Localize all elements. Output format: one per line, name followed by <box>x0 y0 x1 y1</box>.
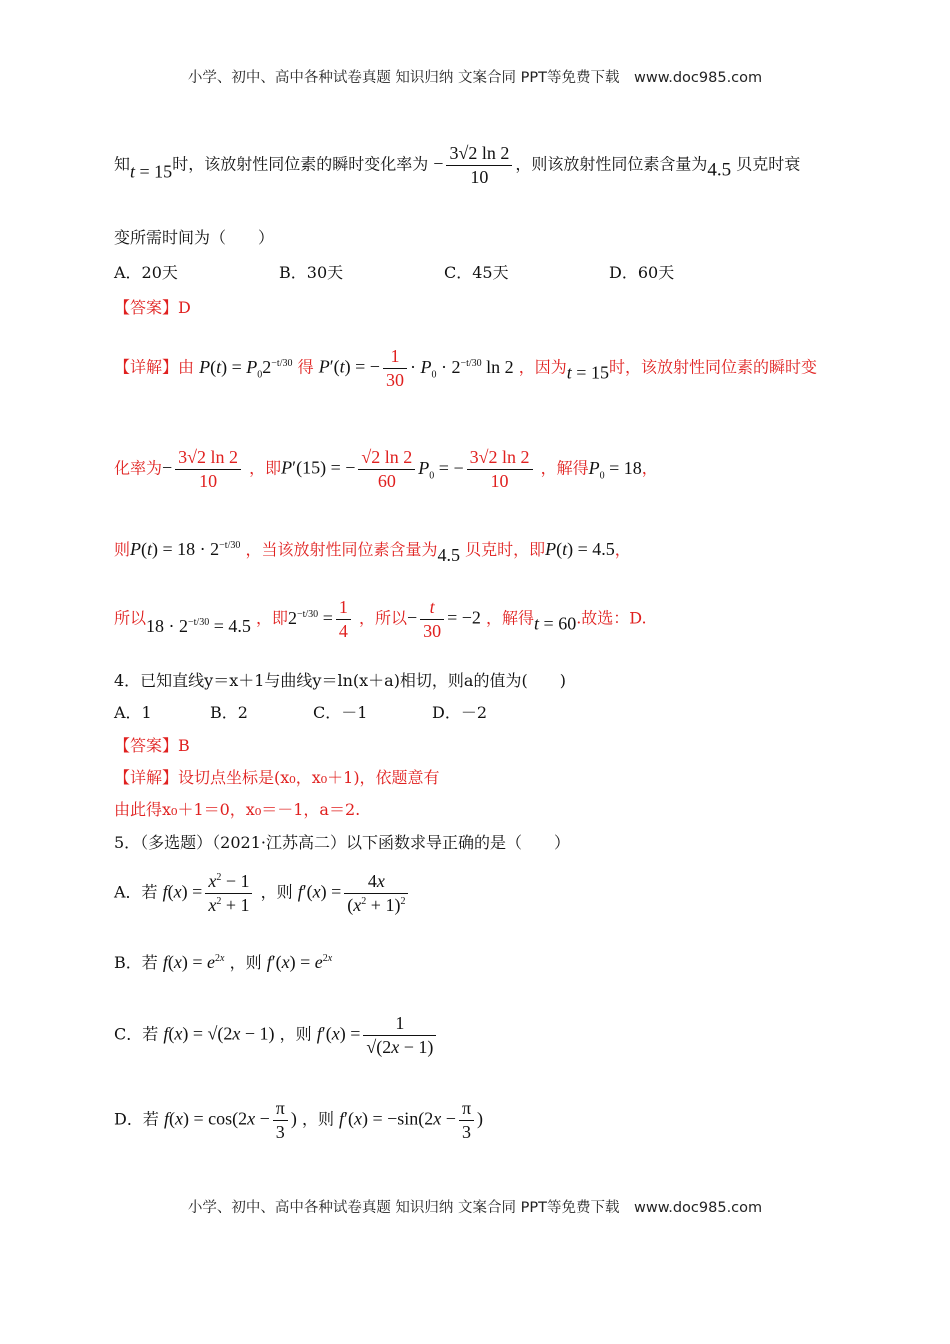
q4-option-d[interactable]: D．－2 <box>432 703 488 722</box>
q3-answer: 【答案】D <box>114 298 191 317</box>
q3-option-d[interactable]: D．60天 <box>609 263 675 282</box>
q4-option-c[interactable]: C．－1 <box>313 703 368 722</box>
q3-detail-4: 所以$18 \cdot 2^{-t/30} = 4.5$ ，即$2^{-t/30}$ = $\frac{1}{4}$ ，所以− $\frac{t}{30}$ = −2 ，解得t = 60.故选：D. <box>114 597 647 641</box>
q5-option-a[interactable]: A．若 f(x) = $\frac{x^2 - 1}{x^2 + 1}$ ，则 f′(x) = $\frac{4x}{(x^2 + 1)^2}$ <box>114 870 411 916</box>
q3-option-a[interactable]: A．20天 <box>114 263 178 282</box>
q5-stem: 5．（多选题）（2021·江苏高二）以下函数求导正确的是（ ） <box>114 833 570 852</box>
q5-option-c[interactable]: C．若 f(x) = √(2x − 1) ，则 f′(x) = $\frac{1}{√(2x - 1)}$ <box>114 1012 439 1058</box>
q5-option-d[interactable]: D．若 f(x) = cos(2x − $\frac{\pi}{3}$ ) ，则 f′(x) = −sin(2x − $\frac{\pi}{3}$ ) <box>114 1098 484 1142</box>
q4-option-b[interactable]: B．2 <box>210 703 248 722</box>
q3-option-b[interactable]: B．30天 <box>279 263 344 282</box>
page-header: 小学、初中、高中各种试卷真题 知识归纳 文案合同 PPT等免费下载 www.doc985.com <box>187 70 763 86</box>
q3-option-c[interactable]: C．45天 <box>444 263 509 282</box>
q4-stem: 4．已知直线y＝x＋1与曲线y＝ln(x＋a)相切，则a的值为( ) <box>114 671 566 690</box>
page-footer: 小学、初中、高中各种试卷真题 知识归纳 文案合同 PPT等免费下载 www.doc985.com <box>187 1200 763 1216</box>
q5-option-b[interactable]: B．若 $f(x) = e^{2x}$ ，则 $f'(x) = e^{2x}$ <box>114 952 333 972</box>
q3-line2: 变所需时间为（ ） <box>114 228 275 247</box>
q3-detail-1: 【详解】由 $P(t) = P_02^{-t/30}$ 得 P′(t) = − $\frac{1}{30}$ · $P_0 \cdot 2^{-t/30}$ ln 2 ，因为t = 15时，该放射性同位素的瞬时变 <box>114 346 817 390</box>
q4-option-a[interactable]: A．1 <box>114 703 152 722</box>
q3-line1: 知t = 15时，该放射性同位素的瞬时变化率为 − $\frac{3√2 \ln 2}{10}$ ，则该放射性同位素含量为4.5 贝克时衰 <box>114 143 801 187</box>
q4-detail-2: 由此得x₀＋1＝0，x₀＝－1，a＝2. <box>114 800 361 819</box>
q3-detail-2: 化率为− $\frac{3√2 \ln 2}{10}$ ，即P′(15) = − $\frac{√2 \ln 2}{60}$ $P_0$ = − $\frac{3√2 \ln 2}{10}$ ，解得$P_0 = 18$， <box>114 447 658 491</box>
q4-detail-1: 【详解】设切点坐标是(x₀，x₀＋1)，依题意有 <box>114 768 440 787</box>
q3-detail-3: 则$P(t) = 18 \cdot 2^{-t/30}$ ，当该放射性同位素含量为4.5 贝克时，即P(t) = 4.5， <box>114 539 631 565</box>
q4-answer: 【答案】B <box>114 736 190 755</box>
